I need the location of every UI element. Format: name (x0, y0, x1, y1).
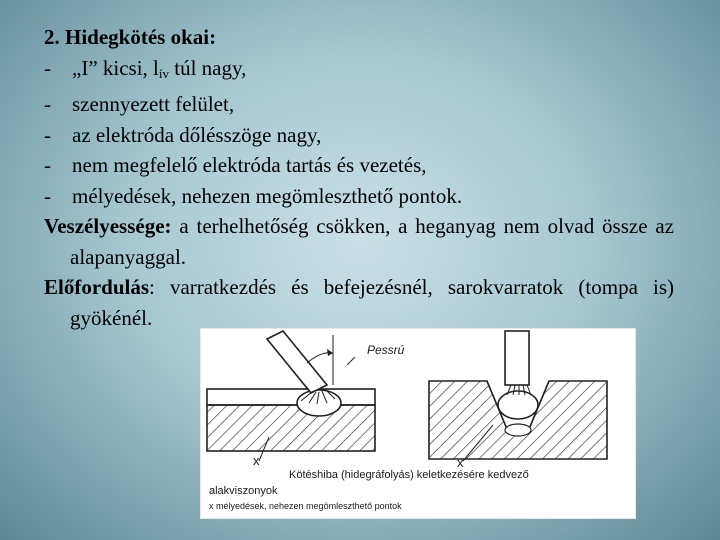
slide-text (44, 22, 674, 333)
figure-caption-line2: alakviszonyok (209, 485, 278, 497)
cause-text: szennyezett felület, (72, 92, 235, 116)
cause-item (44, 150, 674, 181)
bullet-dash: - (44, 55, 51, 80)
danger-text: a terhelhetőség csökken, a heganyag nem olvad össze az alapanyaggal. (70, 214, 674, 269)
cause-text (72, 53, 246, 90)
weld-defect-figure (200, 328, 636, 519)
cause-item (44, 89, 674, 120)
bullet-dash: - (44, 122, 51, 147)
bullet-dash: - (44, 92, 51, 116)
cause-text-main: „I” kicsi, l (72, 55, 159, 80)
occurrence-paragraph (44, 272, 674, 333)
pessary-label: Pessrú (367, 343, 405, 357)
cause-text-end: túl nagy, (169, 55, 247, 80)
x-label-right: x (457, 455, 464, 470)
cause-text: nem megfelelő elektróda tartás és vezetés, (72, 153, 427, 177)
cause-text: mélyedések, nehezen megömleszthető pontok. (72, 183, 463, 208)
left-weld-sketch (207, 331, 375, 461)
occurrence-text: : varratkezdés és befejezésnél, sarokvarratok (tompa is) gyökénél. (70, 275, 674, 330)
bullet-dash: - (44, 183, 51, 208)
occurrence-label: Előfordulás (44, 275, 150, 299)
danger-label: Veszélyessége: (44, 214, 172, 238)
figure-caption-line3: x mélyedések, nehezen megömleszthető pontok (209, 501, 402, 511)
subscript: ív (158, 65, 170, 81)
figure-caption: Kötéshiba (hidegráfolyás) keletkezésére kedvező (289, 469, 529, 481)
slide-heading: 2. Hidegkötés okai: (44, 25, 217, 49)
bullet-dash: - (44, 153, 51, 177)
danger-paragraph (44, 211, 674, 272)
right-weld-sketch (429, 331, 607, 461)
cause-text: az elektróda dőlésszöge nagy, (72, 122, 322, 147)
cause-item (44, 120, 674, 151)
cause-item (44, 181, 674, 212)
cause-item (44, 53, 674, 90)
x-label-left: x (253, 453, 260, 468)
